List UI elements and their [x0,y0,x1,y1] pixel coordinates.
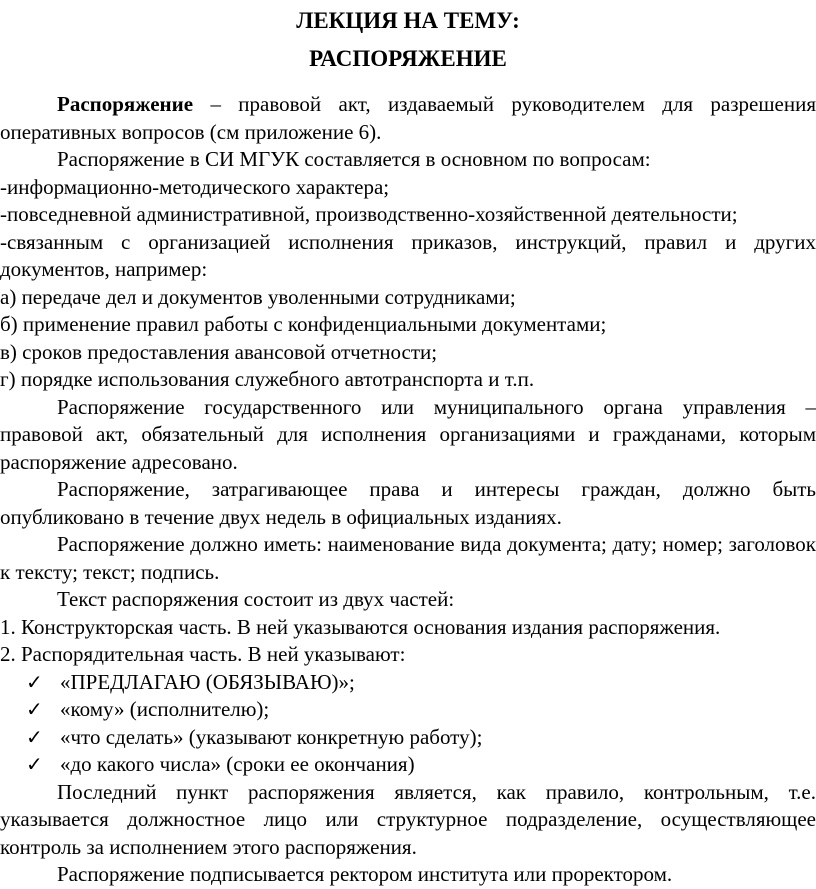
check-icon: ✓ [26,752,43,776]
check-list [0,669,816,779]
paragraph: Распоряжение в СИ МГУК составляется в основном по вопросам: [57,147,651,171]
paragraph-bold-lead: Распоряжение [57,92,194,116]
list-item [0,696,816,724]
list-item-text: «до какого числа» (сроки ее окончания) [60,752,415,776]
paragraph: -связанным с организацией исполнения приказов, инструкций, правил и других документов, например: [0,229,816,281]
list-item-text: «кому» (исполнителю); [60,697,270,721]
paragraph: Распоряжение должно иметь: наименование вида документа; дату; номер; заголовок к тексту; текст; подпись. [0,532,816,584]
list-item-text: «ПРЕДЛАГАЮ (ОБЯЗЫВАЮ)»; [60,669,355,694]
paragraph: 2. Распорядительная часть. В ней указывают: [0,642,406,666]
paragraph: -информационно-методического характера; [0,174,390,199]
paragraph: -повседневной административной, производственно-хозяйственной деятельности; [0,202,738,226]
list-item [0,669,816,697]
paragraph: Последний пункт распоряжения является, как правило, контрольным, т.е. указывается должностное лицо или структурное подразделение, осуществляющее контроль за исполнением этого распоряжения. [0,779,816,859]
document-title-line1: ЛЕКЦИЯ НА ТЕМУ: [296,8,520,33]
paragraph: 1. Конструкторская часть. В ней указываются основания издания распоряжения. [0,614,721,639]
paragraph: в) сроков предоставления авансовой отчетности; [0,339,438,364]
list-item [0,724,816,752]
paragraph: Распоряжение – правовой акт, издаваемый руководителем для разрешения оперативных вопросов (см приложение 6). [0,92,816,144]
check-icon: ✓ [26,724,43,749]
paragraph: Текст распоряжения состоит из двух частей: [57,587,455,611]
paragraph: а) передаче дел и документов уволенными сотрудниками; [0,284,516,309]
list-item-text: «что сделать» (указывают конкретную работу); [60,724,483,749]
check-icon: ✓ [26,669,43,694]
paragraph: Распоряжение, затрагивающее права и интересы граждан, должно быть опубликовано в течение двух недель в официальных изданиях. [0,477,816,529]
paragraph: Распоряжение государственного или муниципального органа управления – правовой акт, обязательный для исполнения организациями и гражданами, которым распоряжение адресовано. [0,394,816,474]
paragraph: Распоряжение подписывается ректором института или проректором. [57,862,673,886]
document-body [0,91,816,889]
document-title-line2: РАСПОРЯЖЕНИЕ [309,46,507,71]
list-item [0,751,816,779]
paragraph: б) применение правил работы с конфиденциальными документами; [0,312,607,336]
paragraph: г) порядке использования служебного автотранспорта и т.п. [0,367,535,391]
check-icon: ✓ [26,697,43,721]
